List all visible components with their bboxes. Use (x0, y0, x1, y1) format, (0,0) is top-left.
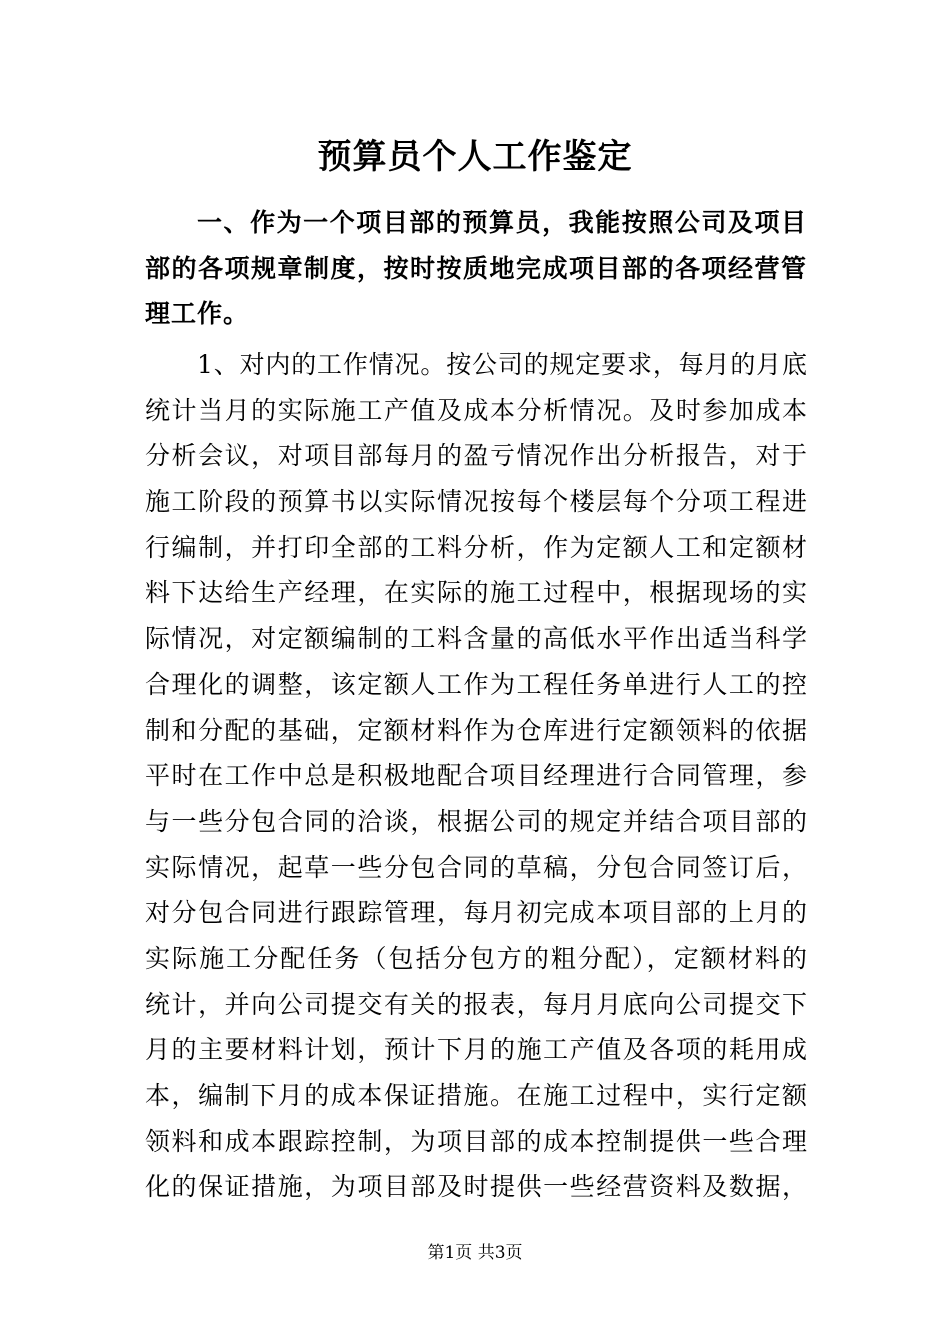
paragraph-line: 统计，并向公司提交有关的报表，每月月底向公司提交下 (145, 989, 807, 1019)
paragraph-line: 料下达给生产经理，在实际的施工过程中，根据现场的实 (145, 578, 807, 608)
paragraph-line: 化的保证措施，为项目部及时提供一些经营资料及数据， (145, 1172, 807, 1202)
paragraph-line: 1、对内的工作情况。按公司的规定要求，每月的月底 (197, 350, 807, 379)
paragraph-line: 本，编制下月的成本保证措施。在施工过程中，实行定额 (145, 1081, 807, 1110)
paragraph-line: 制和分配的基础，定额材料作为仓库进行定额领料的依据 (145, 715, 807, 745)
page-number-footer: 第1页 共3页 (427, 1243, 523, 1263)
paragraph-line: 合理化的调整，该定额人工作为工程任务单进行人工的控 (145, 669, 807, 699)
section-heading: 一、作为一个项目部的预算员，我能按照公司及项目部的各项规章制度，按时按质地完成项目部的各项经营管理工作。 (145, 208, 807, 328)
paragraph-line: 实际情况，起草一些分包合同的草稿，分包合同签订后， (145, 852, 807, 882)
body-paragraph (145, 342, 807, 1210)
paragraph-line: 平时在工作中总是积极地配合项目经理进行合同管理，参 (145, 761, 807, 791)
paragraph-line: 实际施工分配任务（包括分包方的粗分配），定额材料的 (145, 943, 807, 973)
document-title: 预算员个人工作鉴定 (317, 137, 633, 177)
paragraph-line: 统计当月的实际施工产值及成本分析情况。及时参加成本 (145, 395, 807, 425)
paragraph-line: 施工阶段的预算书以实际情况按每个楼层每个分项工程进 (145, 487, 807, 517)
paragraph-line: 行编制，并打印全部的工料分析，作为定额人工和定额材 (145, 532, 807, 562)
paragraph-line: 分析会议，对项目部每月的盈亏情况作出分析报告，对于 (145, 441, 807, 471)
paragraph-line: 月的主要材料计划，预计下月的施工产值及各项的耗用成 (145, 1035, 807, 1065)
paragraph-line: 对分包合同进行跟踪管理，每月初完成本项目部的上月的 (145, 898, 807, 928)
paragraph-line: 际情况，对定额编制的工料含量的高低水平作出适当科学 (145, 624, 807, 654)
paragraph-line: 领料和成本跟踪控制，为项目部的成本控制提供一些合理 (145, 1126, 807, 1156)
paragraph-line: 与一些分包合同的洽谈，根据公司的规定并结合项目部的 (145, 806, 807, 836)
